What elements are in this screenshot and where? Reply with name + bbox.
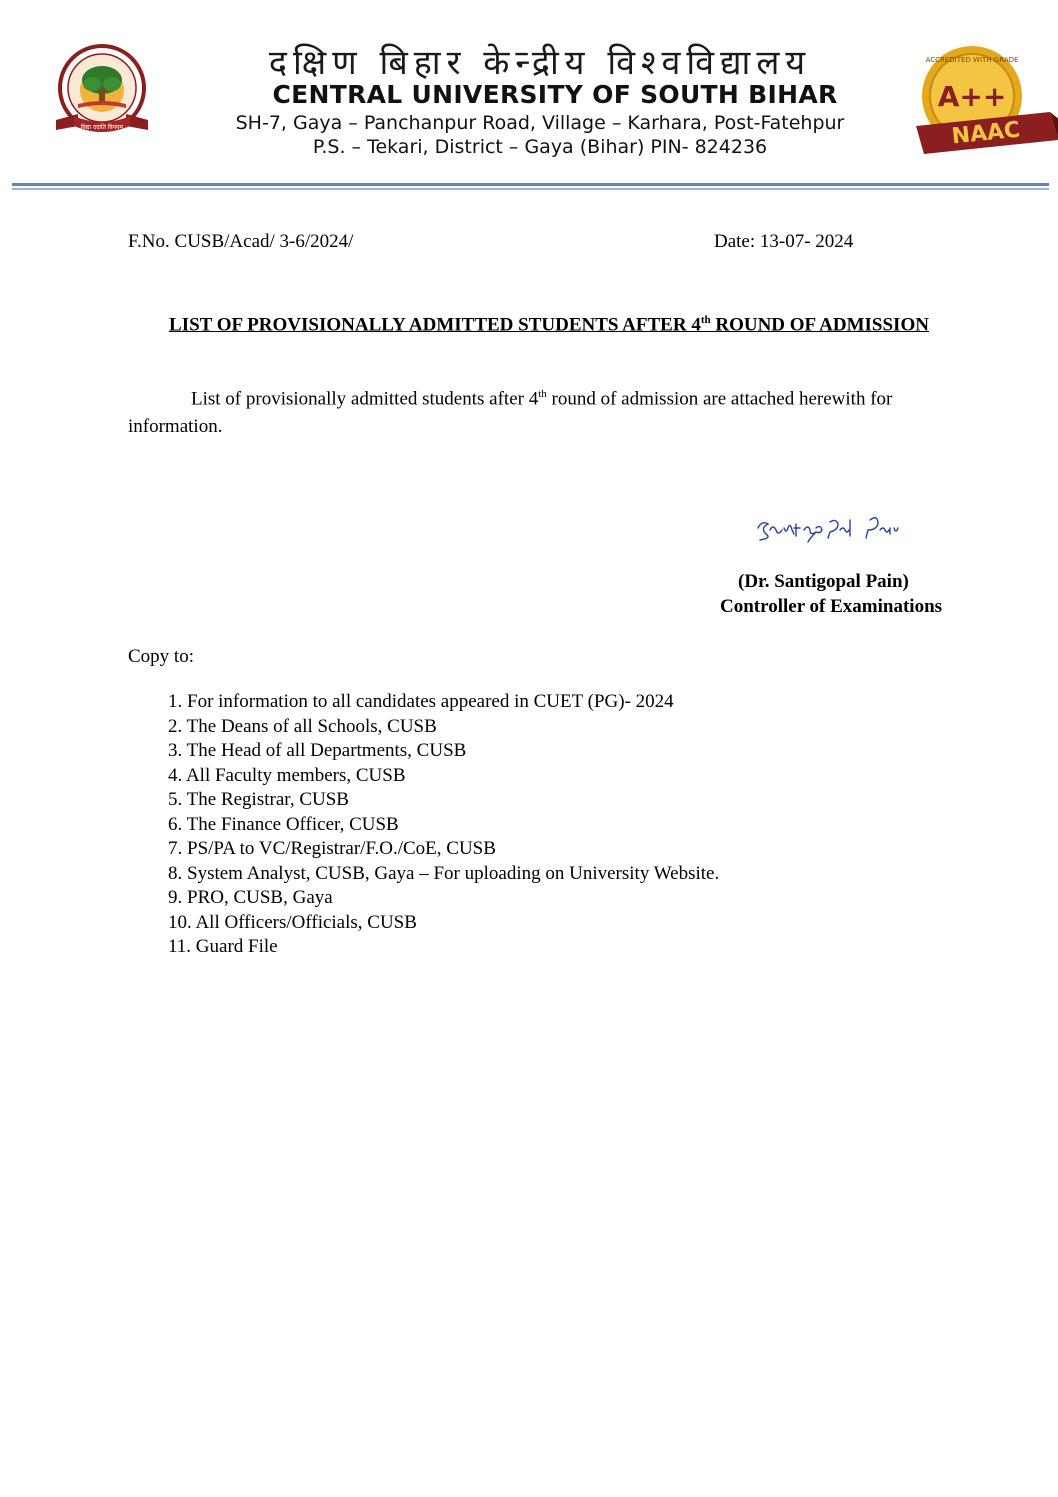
handwritten-signature [752, 506, 902, 546]
logo-motto-text: विद्या ददाति विनयम् [80, 124, 124, 131]
university-name-hindi: दक्षिण बिहार केन्द्रीय विश्वविद्यालय [268, 43, 812, 83]
address-line-1: SH-7, Gaya – Panchanpur Road, Village – Karhara, Post-Fatehpur [235, 112, 845, 134]
signatory-name: (Dr. Santigopal Pain) [738, 571, 909, 592]
list-item: 9. PRO, CUSB, Gaya [168, 887, 333, 908]
naac-label: NAAC [950, 117, 1022, 150]
title-part-2: ROUND OF ADMISSION [710, 314, 929, 336]
list-item: 5. The Registrar, CUSB [168, 789, 349, 810]
copy-to-label: Copy to: [128, 646, 194, 667]
university-name-english: CENTRAL UNIVERSITY OF SOUTH BIHAR [272, 80, 838, 109]
header-divider-secondary [12, 188, 1049, 190]
signatory-designation: Controller of Examinations [720, 596, 943, 617]
body-part-2: round of admission are attached herewith for information. [128, 388, 893, 438]
list-item: 10. All Officers/Officials, CUSB [168, 911, 417, 933]
address-line-2: P.S. – Tekari, District – Gaya (Bihar) PIN- 824236 [312, 136, 768, 158]
list-item: 1. For information to all candidates appeared in CUET (PG)- 2024 [168, 691, 674, 712]
title-part-1: LIST OF PROVISIONALLY ADMITTED STUDENTS AFTER 4 [169, 314, 701, 336]
list-item: 7. PS/PA to VC/Registrar/F.O./CoE, CUSB [168, 838, 496, 859]
document-title [120, 308, 978, 337]
list-item: 2. The Deans of all Schools, CUSB [168, 715, 437, 737]
list-item: 4. All Faculty members, CUSB [168, 764, 406, 786]
document-date: Date: 13-07- 2024 [714, 231, 854, 252]
header-divider [12, 183, 1049, 186]
list-item: 11. Guard File [168, 936, 278, 957]
file-number: F.No. CUSB/Acad/ 3-6/2024/ [128, 231, 354, 252]
copy-to-list [168, 690, 719, 960]
naac-ring-text: ACCREDITED WITH GRADE [925, 56, 1019, 64]
body-superscript: th [538, 388, 547, 400]
list-item: 8. System Analyst, CUSB, Gaya – For uploading on University Website. [168, 862, 720, 884]
list-item: 6. The Finance Officer, CUSB [168, 813, 399, 835]
list-item: 3. The Head of all Departments, CUSB [168, 740, 467, 761]
body-paragraph [128, 380, 968, 441]
naac-badge [914, 44, 1058, 160]
body-part-1: List of provisionally admitted students after 4 [191, 388, 539, 410]
university-logo [48, 44, 156, 138]
naac-grade: A++ [937, 80, 1007, 113]
title-superscript: th [700, 314, 711, 326]
